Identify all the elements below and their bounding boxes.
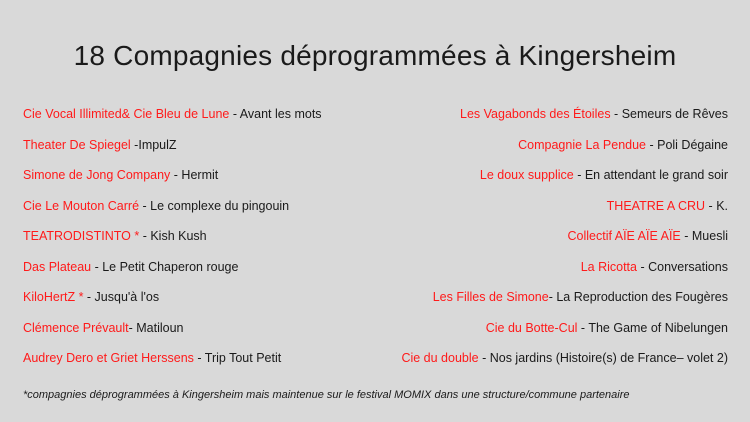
list-item [368, 319, 728, 350]
list-item [23, 197, 383, 228]
show-title: En attendant le grand soir [584, 168, 728, 182]
company-name: Cie du Botte-Cul [485, 320, 578, 335]
show-title: Le Petit Chaperon rouge [102, 259, 239, 274]
show-title: Avant les mots [239, 107, 322, 121]
separator: - [705, 198, 717, 213]
separator: - [636, 259, 649, 274]
show-title: Le complexe du pingouin [150, 198, 290, 213]
show-title: Nos jardins (Histoire(s) de France– volet 2) [489, 351, 728, 365]
company-name: Cie du double [401, 351, 479, 365]
show-title: Hermit [181, 168, 219, 182]
list-item [23, 288, 383, 319]
separator: - [130, 137, 139, 152]
show-title: Semeurs de Rêves [621, 107, 728, 121]
separator: - [128, 320, 137, 335]
show-title: Trip Tout Petit [204, 351, 282, 365]
company-name: Collectif AÏE AÏE AÏE [567, 229, 681, 243]
list-item [23, 105, 383, 136]
company-name: Le doux supplice [479, 168, 574, 182]
show-title: Kish Kush [150, 229, 207, 243]
company-name: TEATRODISTINTO * [23, 229, 140, 243]
company-name: Les Vagabonds des Étoiles [460, 107, 611, 121]
company-name: KiloHertZ * [23, 290, 84, 304]
company-name: Compagnie La Pendue [518, 137, 646, 152]
company-name: Theater De Spiegel [23, 137, 131, 152]
list-item [23, 136, 383, 167]
list-item [23, 166, 383, 197]
list-item [368, 258, 728, 289]
separator: - [91, 259, 103, 274]
page-title: 18 Compagnies déprogrammées à Kingersheim [73, 40, 677, 71]
show-title: K. [716, 198, 728, 213]
left-company-list [23, 105, 383, 380]
separator: - [83, 290, 95, 304]
show-title: Muesli [691, 229, 728, 243]
show-title: Jusqu'à l'os [94, 290, 160, 304]
company-name: Audrey Dero et Griet Herssens [23, 351, 194, 365]
list-item [368, 136, 728, 167]
list-item [23, 258, 383, 289]
company-name: THEATRE A CRU [606, 198, 706, 213]
footnote: *compagnies déprogrammées à Kingersheim mais maintenue sur le festival MOMIX dans une structure/commune partenaire [23, 389, 630, 401]
list-item [23, 319, 383, 350]
separator: - [193, 351, 205, 365]
company-name: Das Plateau [23, 259, 92, 274]
separator: - [680, 229, 692, 243]
separator: - [170, 168, 182, 182]
list-item [368, 166, 728, 197]
list-item [368, 288, 728, 319]
separator: - [139, 198, 151, 213]
show-title: Poli Dégaine [657, 137, 728, 152]
show-title: Conversations [648, 259, 728, 274]
right-company-list [368, 105, 728, 380]
company-name: Simone de Jong Company [23, 168, 171, 182]
list-item [368, 349, 728, 380]
separator: - [478, 351, 490, 365]
company-name: Cie Vocal Illimited& Cie Bleu de Lune [23, 107, 230, 121]
company-name: Clémence Prévault [23, 320, 129, 335]
company-name: La Ricotta [580, 259, 637, 274]
list-item [23, 349, 383, 380]
show-title: ImpulZ [138, 137, 177, 152]
list-item [368, 197, 728, 228]
list-item [368, 105, 728, 136]
separator: - [646, 137, 658, 152]
separator: - [548, 290, 557, 304]
separator: - [229, 107, 240, 121]
separator: - [573, 168, 585, 182]
separator: - [139, 229, 151, 243]
show-title: The Game of Nibelungen [588, 320, 728, 335]
separator: - [610, 107, 622, 121]
show-title: Matiloun [136, 320, 184, 335]
list-item [368, 227, 728, 258]
list-item [23, 227, 383, 258]
company-name: Les Filles de Simone [432, 290, 549, 304]
separator: - [577, 320, 589, 335]
company-name: Cie Le Mouton Carré [23, 198, 140, 213]
show-title: La Reproduction des Fougères [556, 290, 728, 304]
